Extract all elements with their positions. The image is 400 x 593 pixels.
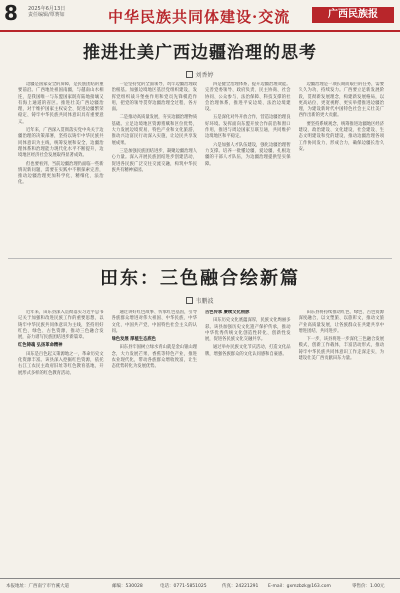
issue-date-block [28,6,65,18]
subheading: 古色传承 赓续文化根脉 [205,310,250,315]
paragraph: 田东是百色起义策源地之一，革命历史文化资源丰富。该县深入挖掘红色资源，依托右江工农民主政府旧址等红色教育基地，开展形式多样的红色教育活动。 [18,351,104,376]
article1-column [18,82,104,252]
article-divider [8,258,392,259]
newspaper-logo: 广西民族报 [312,7,394,23]
page-footer [0,578,400,593]
article2-column [112,310,198,572]
paragraph: 三是加强民族团结进步，凝聚边疆治理人心力量。深入开展民族团结进步创建活动，促进各民族广泛交往交流交融，构筑中华民族共有精神家园。 [111,148,197,173]
article2-byline [0,296,400,305]
article2-column [205,310,291,572]
issue-date: 2025年6月13日 [28,6,66,12]
article2-body [18,310,384,572]
article2-column [299,310,385,572]
paragraph: 边疆是国家安全的屏障，是民族团结的重要前沿。广西地处祖国南疆，与越南山水相连，是我国唯一与东盟国家既有陆地接壤又有海上通道的省区。推进壮美广西边疆治理，对于维护国家主权安全、促进边疆繁荣稳定、铸牢中华民族共同体意识具有重要意义。 [18,82,104,125]
footer-phone: 电话：0771-5851025 [160,584,207,589]
paragraph: 田东县牢固树立绿水青山就是金山银山理念，大力发展芒果、香蕉等特色产业，推进农业现代化，带动各族群众增收致富，让生态优势转化为发展优势。 [111,345,197,370]
paragraph: 近年来，田东县深入贯彻落实习近平总书记关于加强和改进民族工作的重要思想，以铸牢中华民族共同体意识为主线，坚持用好红色、绿色、古色资源，推动三色融合发展，奋力谱写民族团结进步新篇章。 [18,310,104,341]
footer-address: 本报地址：广西南宁市竹溪大道 [6,584,69,589]
article1-body [18,82,384,252]
article2-column [18,310,104,572]
paragraph: 五是深化对外开放合作，营造边疆治理良好环境。发挥面向东盟开放合作前沿和窗口作用，推进与周边国家互联互通，共同维护边境地区和平稳定。 [205,115,291,140]
page-section-title: 中华民族共同体建设·交流 [108,8,291,26]
article1-column [205,82,291,252]
article2-title: 田东：三色融合绘新篇 [100,268,300,289]
paragraph: 田东历史文化底蕴深厚，民族文化绚丽多彩。该县加强历史文化遗产保护传承，推动中华优秀传统文化创造性转化、创新性发展，促进各民族文化交融共享。 [205,318,291,343]
article2-author: 韦鹏波 [195,298,214,305]
paragraph: 近年来，广西深入贯彻落实党中央关于边疆治理的决策部署，坚持以铸牢中华民族共同体意识为主线，统筹发展和安全，边疆治理体系和治理能力现代化水平不断提升，边境地区经济社会发展取得显著成效。 [18,128,104,159]
paragraph: 田东县将持续推动红色、绿色、古色资源深度融合，以文塑旅、以旅彰文，推动文旅产业高质量发展，让各族群众在共建共享中增进团结、共同进步。 [298,310,384,334]
paragraph: 通过讲好红色故事、传承红色基因，引导各族群众增进对伟大祖国、中华民族、中华文化、中国共产党、中国特色社会主义的认同。 [111,310,197,334]
article1-author: 刘香婷 [195,72,214,79]
page-header [0,0,400,32]
paragraph: 二是推动高质量发展，夯实边疆治理物质基础。立足边境地区资源禀赋和区位优势，大力发展边境贸易、特色产业和文化旅游，推动兴边富民行动深入实施，让边民共享发展成果。 [111,115,197,146]
page-number: 8 [4,1,18,25]
paragraph: 边疆治理是一项长期而艰巨的任务，需要久久为功、持续发力。广西要立足新发展阶段，贯彻新发展理念，构建新发展格局，以更高站位、更宽视野、更实举措推进边疆治理，为建设新时代中国特色社会主义壮美广西作出新的更大贡献。 [298,82,384,119]
paragraph: 要坚持系统观念，统筹推进边疆地区经济建设、政治建设、文化建设、社会建设、生态文明建设和党的建设，推动边疆治理各项工作协同发力、形成合力，确保边疆长治久安。 [298,121,384,152]
paragraph: 通过举办民族文化节庆活动，打造文化品牌，增强各族群众的文化认同感和自豪感。 [205,345,291,357]
byline-box-icon [186,71,193,78]
byline-box-icon [186,297,193,304]
article1-title: 推进壮美广西边疆治理的思考 [83,43,317,63]
paragraph: 一是坚持党的全面领导，筑牢边疆治理政治根基。加强边境地区基层党组织建设，发挥党组织战斗堡垒作用和党员先锋模范作用，把党的领导贯穿边疆治理全过程、各方面。 [111,82,197,113]
article1-column [112,82,198,252]
paragraph: 四是健全治理体系，提升边疆治理效能。完善党委领导、政府负责、民主协商、社会协同、公众参与、法治保障、科技支撑的社会治理体系，推进平安边境、法治边境建设。 [205,82,291,113]
footer-price: 零售价：1.00元 [352,584,385,589]
editor-credit: 责任编辑/覃赛如 [28,12,65,18]
footer-email: E-mail：gxmzbzk@163.com [268,584,331,589]
footer-fax: 传真：24221291 [222,584,259,589]
subheading: 绿色发展 厚植生态底色 [111,337,156,343]
paragraph: 但也要看到，当前边疆治理仍面临一些新情况新问题，需要在实践中不断探索完善，推动边疆治理更加科学化、精细化、法治化。 [18,161,104,186]
article1-byline [0,70,400,79]
article1-column [299,82,385,252]
footer-postcode: 邮编：530028 [112,584,143,589]
paragraph: 下一步，该县将进一步深化三色融合发展模式，创新工作载体，丰富活动形式，推动铸牢中华民族共同体意识工作走深走实，为建设壮美广西贡献田东力量。 [298,337,384,362]
subheading: 红色铸魂 弘扬革命精神 [18,343,63,349]
paragraph: 六是加强人才队伍建设，强化边疆治理智力支撑。培养一批懂边疆、爱边疆、扎根边疆的干部人才队伍，为边疆治理提供坚实保障。 [205,142,291,167]
